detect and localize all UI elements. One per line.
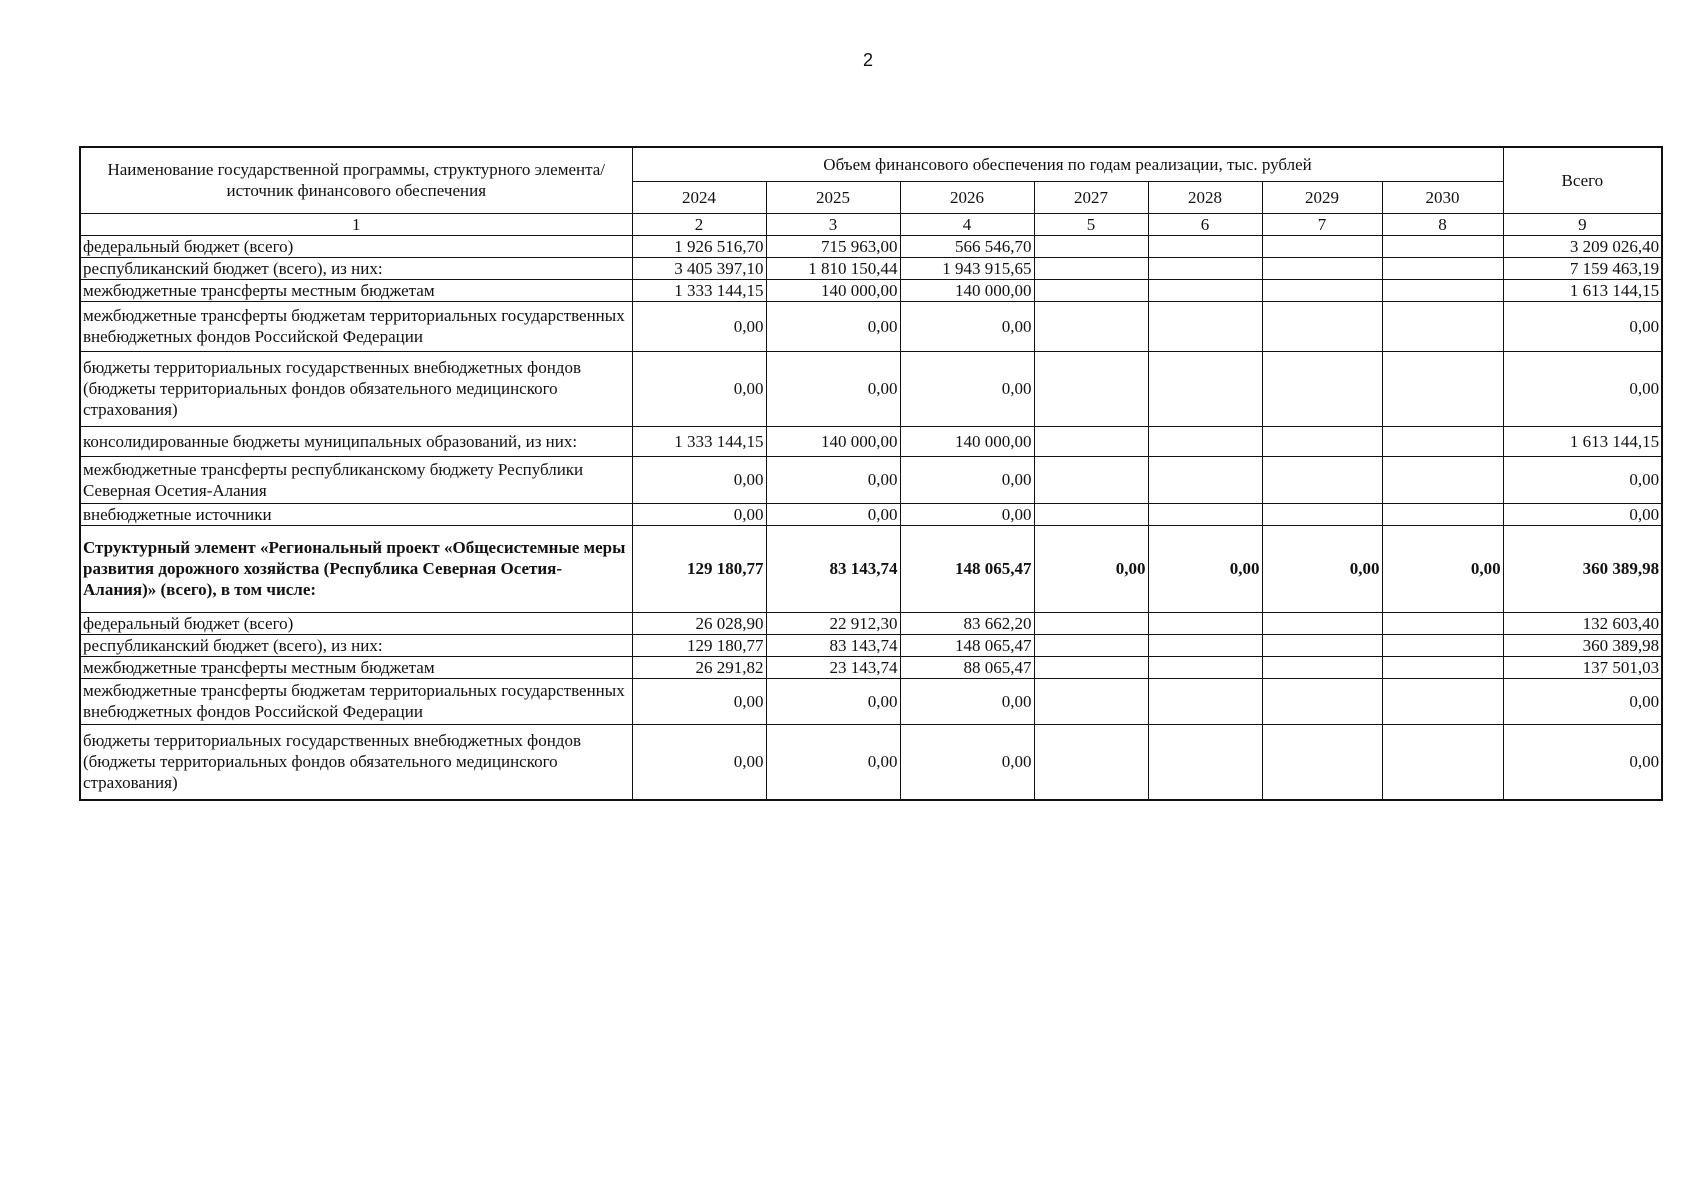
cell-2025: 83 143,74 (766, 634, 900, 656)
cell-2027 (1034, 426, 1148, 456)
cell-2026: 0,00 (900, 678, 1034, 724)
volume-column-header: Объем финансового обеспечения по годам реализации, тыс. рублей (632, 147, 1503, 181)
cell-2026: 140 000,00 (900, 426, 1034, 456)
cell-2030 (1382, 279, 1503, 301)
cell-2030 (1382, 351, 1503, 426)
cell-2029 (1262, 612, 1382, 634)
cell-2030 (1382, 656, 1503, 678)
name-column-header: Наименование государственной программы, структурного элемента/источник финансового обеспечения (80, 147, 632, 213)
cell-2026: 0,00 (900, 503, 1034, 525)
cell-2025: 0,00 (766, 351, 900, 426)
cell-2028 (1148, 279, 1262, 301)
cell-2024: 26 291,82 (632, 656, 766, 678)
cell-2025: 0,00 (766, 301, 900, 351)
table-row (80, 301, 1662, 351)
cell-2025: 715 963,00 (766, 235, 900, 257)
cell-2028 (1148, 612, 1262, 634)
total-column-header: Всего (1503, 147, 1662, 213)
cell-total: 1 613 144,15 (1503, 279, 1662, 301)
table-row (80, 634, 1662, 656)
column-number: 6 (1148, 213, 1262, 235)
cell-2026: 0,00 (900, 301, 1034, 351)
cell-2026: 140 000,00 (900, 279, 1034, 301)
cell-2030 (1382, 724, 1503, 800)
cell-2025: 0,00 (766, 724, 900, 800)
cell-total: 0,00 (1503, 351, 1662, 426)
year-header: 2029 (1262, 181, 1382, 213)
cell-total: 7 159 463,19 (1503, 257, 1662, 279)
cell-2024: 0,00 (632, 503, 766, 525)
cell-2025: 22 912,30 (766, 612, 900, 634)
cell-2027 (1034, 257, 1148, 279)
cell-2030 (1382, 257, 1503, 279)
cell-2027 (1034, 235, 1148, 257)
table-row (80, 656, 1662, 678)
cell-2030 (1382, 301, 1503, 351)
cell-total: 360 389,98 (1503, 634, 1662, 656)
row-name: межбюджетные трансферты республиканскому бюджету Республики Северная Осетия-Алания (80, 456, 632, 503)
cell-total: 3 209 026,40 (1503, 235, 1662, 257)
table-row (80, 678, 1662, 724)
cell-2026: 566 546,70 (900, 235, 1034, 257)
column-number-row (80, 213, 1662, 235)
cell-2025: 0,00 (766, 678, 900, 724)
cell-2026: 148 065,47 (900, 634, 1034, 656)
page-number: 2 (862, 50, 873, 70)
cell-2030 (1382, 612, 1503, 634)
cell-2027: 0,00 (1034, 525, 1148, 612)
cell-2029 (1262, 678, 1382, 724)
cell-2027 (1034, 503, 1148, 525)
cell-2030 (1382, 456, 1503, 503)
year-header: 2028 (1148, 181, 1262, 213)
cell-2030 (1382, 503, 1503, 525)
column-number: 5 (1034, 213, 1148, 235)
cell-2027 (1034, 656, 1148, 678)
cell-2028 (1148, 656, 1262, 678)
year-header: 2027 (1034, 181, 1148, 213)
row-name: бюджеты территориальных государственных внебюджетных фондов (бюджеты территориальных фондов обязательного медицинского страхования) (80, 724, 632, 800)
cell-2026: 83 662,20 (900, 612, 1034, 634)
cell-2028 (1148, 301, 1262, 351)
table-header (80, 147, 1662, 235)
cell-2029 (1262, 279, 1382, 301)
cell-2024: 1 333 144,15 (632, 279, 766, 301)
cell-2029 (1262, 426, 1382, 456)
column-number: 7 (1262, 213, 1382, 235)
table-row (80, 257, 1662, 279)
cell-2025: 83 143,74 (766, 525, 900, 612)
cell-2025: 23 143,74 (766, 656, 900, 678)
cell-2024: 1 926 516,70 (632, 235, 766, 257)
column-number: 3 (766, 213, 900, 235)
cell-2024: 0,00 (632, 351, 766, 426)
cell-2026: 0,00 (900, 456, 1034, 503)
table-row (80, 503, 1662, 525)
cell-2025: 140 000,00 (766, 426, 900, 456)
year-header: 2024 (632, 181, 766, 213)
row-name: консолидированные бюджеты муниципальных образований, из них: (80, 426, 632, 456)
cell-2025: 140 000,00 (766, 279, 900, 301)
cell-2030: 0,00 (1382, 525, 1503, 612)
row-name: межбюджетные трансферты бюджетам территориальных государственных внебюджетных фондов Российской Федерации (80, 301, 632, 351)
cell-total: 0,00 (1503, 678, 1662, 724)
cell-2028 (1148, 426, 1262, 456)
cell-2028 (1148, 724, 1262, 800)
cell-2027 (1034, 634, 1148, 656)
row-name: республиканский бюджет (всего), из них: (80, 634, 632, 656)
cell-2025: 1 810 150,44 (766, 257, 900, 279)
cell-2030 (1382, 426, 1503, 456)
row-name: бюджеты территориальных государственных внебюджетных фондов (бюджеты территориальных фондов обязательного медицинского страхования) (80, 351, 632, 426)
cell-total: 0,00 (1503, 724, 1662, 800)
cell-2028 (1148, 235, 1262, 257)
cell-2029 (1262, 301, 1382, 351)
row-name: межбюджетные трансферты местным бюджетам (80, 279, 632, 301)
cell-2030 (1382, 678, 1503, 724)
cell-total: 0,00 (1503, 456, 1662, 503)
cell-total: 1 613 144,15 (1503, 426, 1662, 456)
cell-total: 132 603,40 (1503, 612, 1662, 634)
cell-2028 (1148, 456, 1262, 503)
table-row (80, 426, 1662, 456)
cell-2030 (1382, 634, 1503, 656)
cell-2026: 1 943 915,65 (900, 257, 1034, 279)
year-header: 2026 (900, 181, 1034, 213)
cell-2030 (1382, 235, 1503, 257)
cell-2027 (1034, 724, 1148, 800)
cell-2028: 0,00 (1148, 525, 1262, 612)
cell-total: 0,00 (1503, 503, 1662, 525)
cell-total: 0,00 (1503, 301, 1662, 351)
row-name: федеральный бюджет (всего) (80, 235, 632, 257)
year-header: 2030 (1382, 181, 1503, 213)
cell-2028 (1148, 351, 1262, 426)
cell-2026: 0,00 (900, 351, 1034, 426)
cell-2027 (1034, 279, 1148, 301)
column-number: 4 (900, 213, 1034, 235)
cell-2028 (1148, 257, 1262, 279)
cell-2024: 0,00 (632, 678, 766, 724)
row-name: республиканский бюджет (всего), из них: (80, 257, 632, 279)
table-row (80, 456, 1662, 503)
cell-2028 (1148, 634, 1262, 656)
cell-2026: 148 065,47 (900, 525, 1034, 612)
cell-2027 (1034, 351, 1148, 426)
row-name: федеральный бюджет (всего) (80, 612, 632, 634)
cell-2029: 0,00 (1262, 525, 1382, 612)
cell-2028 (1148, 503, 1262, 525)
cell-2024: 1 333 144,15 (632, 426, 766, 456)
row-name: межбюджетные трансферты бюджетам территориальных государственных внебюджетных фондов Российской Федерации (80, 678, 632, 724)
column-number: 2 (632, 213, 766, 235)
cell-2029 (1262, 456, 1382, 503)
row-name: внебюджетные источники (80, 503, 632, 525)
table-row (80, 525, 1662, 612)
cell-2029 (1262, 351, 1382, 426)
cell-2029 (1262, 634, 1382, 656)
cell-2027 (1034, 301, 1148, 351)
cell-2024: 129 180,77 (632, 525, 766, 612)
column-number: 9 (1503, 213, 1662, 235)
cell-2026: 0,00 (900, 724, 1034, 800)
financing-table (79, 146, 1663, 801)
cell-2025: 0,00 (766, 503, 900, 525)
cell-2024: 3 405 397,10 (632, 257, 766, 279)
table-row (80, 724, 1662, 800)
cell-total: 137 501,03 (1503, 656, 1662, 678)
cell-2024: 26 028,90 (632, 612, 766, 634)
cell-2028 (1148, 678, 1262, 724)
cell-2024: 0,00 (632, 456, 766, 503)
cell-2029 (1262, 503, 1382, 525)
year-header: 2025 (766, 181, 900, 213)
column-number: 8 (1382, 213, 1503, 235)
cell-2029 (1262, 724, 1382, 800)
cell-2029 (1262, 235, 1382, 257)
cell-total: 360 389,98 (1503, 525, 1662, 612)
column-number: 1 (80, 213, 632, 235)
table-body (80, 235, 1662, 800)
cell-2025: 0,00 (766, 456, 900, 503)
cell-2029 (1262, 257, 1382, 279)
cell-2027 (1034, 612, 1148, 634)
cell-2026: 88 065,47 (900, 656, 1034, 678)
cell-2027 (1034, 678, 1148, 724)
cell-2029 (1262, 656, 1382, 678)
row-name: Структурный элемент «Региональный проект «Общесистемные меры развития дорожного хозяйства (Республика Северная Осетия-Алания)» (всего), в том числе: (80, 525, 632, 612)
table-row (80, 235, 1662, 257)
table-row (80, 612, 1662, 634)
cell-2024: 0,00 (632, 301, 766, 351)
cell-2024: 0,00 (632, 724, 766, 800)
table-row (80, 351, 1662, 426)
cell-2027 (1034, 456, 1148, 503)
cell-2024: 129 180,77 (632, 634, 766, 656)
row-name: межбюджетные трансферты местным бюджетам (80, 656, 632, 678)
table-row (80, 279, 1662, 301)
